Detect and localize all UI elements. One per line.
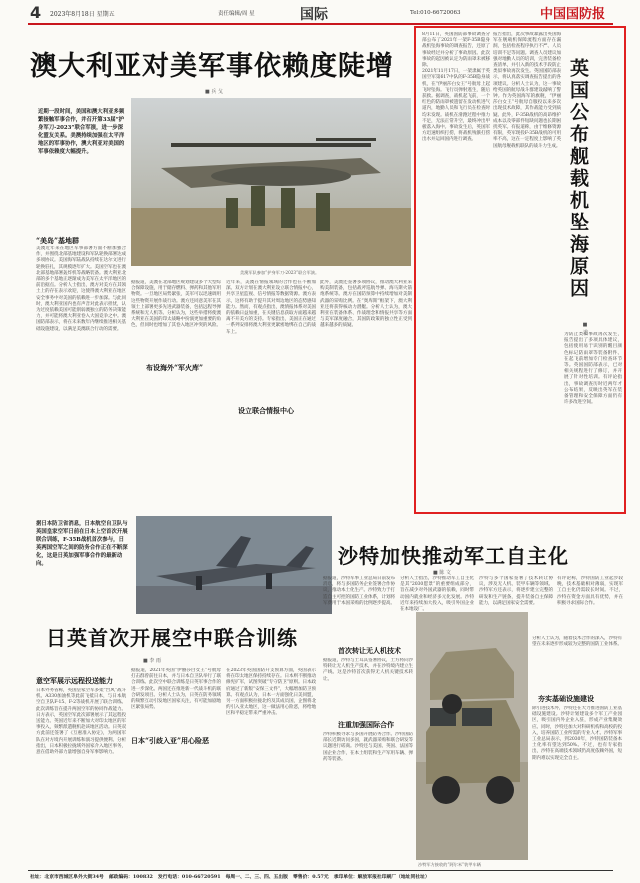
saudi-body-col1: 据报道，沙特军事工业总局日前发布消息，将与多国防务企业签署合作协议，推动本土化生产。沙特致力于打造自主可控的国防工业体系，计划将军费用于本国采购的比例逐步提高。 bbox=[323, 576, 395, 606]
australia-body-col3: 近年来，美澳在情报领域的合作也在不断加深。双方计划在澳大利亚设立联合情报中心，共享卫星监视、信号情报等数据资源。澳方表示，这将有助于提升其对周边地区的态势感知能力。然而，有观点指出，澳情报体系对美国的依赖日益加重，在关键信息获取方面越来越离不开美方的支持。专家指出，美国正在通过一系列安排将澳大利亚更紧密地绑在自己的战车上。 bbox=[226, 280, 316, 335]
japan-body-col2: 据报道，2021年英国“伊丽莎白女王”号航母打击群曾前往日本，并与日本自卫队举行了联合训练。此次空中联合训练是日英军事合作的进一步深化。两国还在推进新一代战斗机的联合研发项目。分析人士认为，日英在防务领域的频繁互动引发地区国家关注，有可能加剧地区紧张局势。 bbox=[131, 668, 221, 711]
australia-subhead-3: 设立联合情报中心 bbox=[238, 406, 294, 415]
australia-caption: 美澳军队参加“护身军刀-2023”联合军演。 bbox=[240, 270, 320, 275]
japan-subhead-1: 意空军展示远程投送能力 bbox=[36, 676, 113, 685]
footer-rule bbox=[28, 870, 613, 871]
footer-zip: 邮政编码：100832 bbox=[108, 874, 153, 880]
byline-saudi: ■ 陈 文 bbox=[433, 570, 451, 576]
saudi-subhead-3: 夯实基础设施建设 bbox=[538, 694, 594, 703]
australia-photo bbox=[131, 98, 411, 266]
australia-body-col2: 据报道，美澳在北部地区规划建设多个大型综合保障设施，用于储存燃料、弹药和其他军用物资。一旦地区局势紧张，美军可以迅速调用这些物资开展作战行动。澳方还同意美军在其领土上部署更多先进武器装备，包括远程导弹系统和无人机等。分析认为，这些举措将使澳大利亚在美国的印太战略中扮演更加重要的角色，但同时也增加了其卷入地区冲突的风险。 bbox=[131, 280, 221, 329]
footer-schedule: 每周一、二、三、四、五出版 bbox=[225, 874, 288, 880]
tel: Tel:010-66720063 bbox=[410, 10, 461, 16]
footer-printer: 承印单位：解放军报社印刷厂（地址同社址） bbox=[333, 874, 430, 880]
japan-body-col1: 日本外务省称，英国皇家空军多架“台风”战斗机、A330加油机等此前飞抵日本，与日本航空自卫队F-15、F-2等战机开展了联合训练。此次训练旨在提升两国空军的协同作战能力。日方表示，英国空军此次部署展示了其远程投送能力。英国近年来不断加大对印太地区的军事投入，频繁派遣舰机赴该地区活动。日英双方此前还签署了《互惠准入协定》，为两国军队在对方境内开展训练和演习提供便利。分析指出，日本积极拉拢域外国家介入地区事务，意在借助外部力量增强自身军事影响力。 bbox=[36, 688, 126, 756]
footer-price: 零售价：0.57元 bbox=[293, 874, 329, 880]
saudi-body-col7: 分析人士认为，随着技术合作的深入，沙特有望在未来逐步形成较为完整的国防工业体系。 bbox=[532, 636, 622, 648]
uk-body-col1: 8月11日，英国国防部事故调查分部公布了2021年一架F-35B隐身战机坠海事故的调查报告，还原了事故经过并分析了事故原因。此次事故的起因被认定为防雨罩未被移除。 2021年11月17日，一架隶属于英国空军第617中队的F-35B隐身战机，在“伊丽莎白女王”号航母上起飞时坠海。飞行员弹射逃生，随后获救。据调查，战机起飞前，一个红色的防雨罩被遗留在发动机进气道内，地勤人员和飞行员在检查时均未发现。战机在滑跑过程中推力不足，无法正常升空，最终冲出甲板落入海中。事故发生后，英国军方迅速组织打捞，将战机残骸打捞出水并运回国内进行调查。 bbox=[422, 32, 490, 143]
australia-subhead-2: 布设海外“军火库” bbox=[146, 363, 204, 372]
saudi-caption: 沙特军方接收的“阿尔米”装甲车辆 bbox=[418, 862, 481, 867]
footer-address: 社址：北京市西城区阜外大街34号 bbox=[30, 874, 104, 880]
headline-uk: 英国公布舰载机坠海原因 bbox=[567, 58, 589, 300]
issue-date: 2023年8月18日 星期五 bbox=[50, 11, 115, 18]
saudi-body-col4: 有评论称，沙特国防工业起步较晚，技术基础相对薄弱，实现军工自主化仍需较长时间。不过，沙特在资金方面具有优势，并在积极寻求国际合作。 bbox=[557, 576, 623, 606]
byline-uk: ■ 道 bbox=[582, 322, 588, 335]
japan-lead: 据日本防卫省消息，日本航空自卫队与英国皇家空军日前在日本上空首次开展联合训练，F-35B战机首次参与，日英两国空军之间的防务合作正在不断深化，这是日英加强军事合作的最新动向。 bbox=[36, 521, 128, 567]
australia-subhead-1: “美岛”基地群 bbox=[36, 236, 80, 245]
byline-japan-uk: ■ 李 雨 bbox=[143, 658, 161, 664]
saudi-body-col6: 沙特积极寻求与多国开展防务合作。沙特国防部长近期访问多国，就武器采购和联合研发等议题进行磋商。沙特还与美国、英国、法国等国企业合作，在本土组装和生产军用车辆、弹药等装备。 bbox=[323, 732, 413, 762]
australia-body-col1: 美澳近年来在地区军事部署方面不断加强合作，并围绕北部基地建设和军队轮换部署达成多项协议。美国海军陆战队持续在达尔文进行轮换驻扎，其规模逐年扩大。美国空军也在澳北部基地部署轰炸机等战略装备。澳大利亚北部的多个基地正逐渐成为美军在太平洋地区的前沿据点。分析人士指出，澳方对美方在其领土上的存在表示欢迎，这使得澳大利亚在地区安全事务中对美国的依赖进一步加深。与此同时，澳大利亚国内也有声音对此表示担忧，认为过度依赖美国可能削弱澳独立的防务决策能力，并可能将澳大利亚卷入大国竞争之中。澳国防部表示，将在未来数年内继续推进相关基础设施建设，以满足美澳联合行动的需要。 bbox=[36, 246, 126, 332]
saudi-body-col2: 分析人士指出，沙特推动军工自主化是其“2030愿景”的重要组成部分，旨在减少对外国武器的依赖，同时带动国内就业和经济多元化发展。沙特近年来持续加大投入，吸引外国企业在本地设厂。 bbox=[400, 576, 474, 613]
header-rule bbox=[28, 23, 613, 25]
japan-body-col3: 在2023年英国国防开支预算方面，英国表示将在印太地区保持持续存在。日本则不断推动修宪扩军，试图突破“专守防卫”原则。日本政府通过了新版“安保三文件”，大幅增加防卫预算。有观点认为，日本一方面强化日美同盟，另一方面积极拉拢北约及其成员国，企图将北约引入亚太地区，这一做法用心险恶，将给地区和平稳定带来严重冲击。 bbox=[226, 668, 316, 717]
page-number: 4 bbox=[30, 3, 42, 22]
headline-australia: 澳大利亚对美军事依赖度陡增 bbox=[30, 51, 394, 82]
headline-saudi: 沙特加快推动军工自主化 bbox=[338, 544, 569, 568]
armored-vehicle-photo bbox=[416, 612, 528, 860]
jet-photo bbox=[136, 516, 332, 614]
newspaper-logo: 中国国防报 bbox=[540, 7, 606, 22]
footer-phone: 发行电话：010-66720591 bbox=[157, 874, 221, 880]
saudi-body-col8: 除引进技术外，沙特还在大力推进国防工业基础设施建设。沙特计划建设多个军工产业园区，吸引国内外企业入驻，形成产业集聚效应。同时，沙特还加大对科研机构和高校的投入，培养国防工业所需的专业人才。沙特军事工业总局表示，到2030年，沙特国防装备本土化率有望达到50%。不过，也有专家指出，沙特在高端技术领域仍高度依赖外国，短期内难以实现完全自主。 bbox=[532, 706, 622, 761]
japan-subhead-2: 日本“引歧入亚”用心险恶 bbox=[131, 736, 210, 745]
uk-date-1: 8月11日 bbox=[422, 32, 440, 37]
australia-lead: 近期一段时间，美国和澳大利亚多频繁接触军事合作，并召开第33届“护身军刀-2023”联合军演，进一步深化盟友关系。美澳持续加强在太平洋地区的军事协作，澳大利亚对美国的军事依赖度大幅提升。 bbox=[38, 109, 125, 155]
uk-date-2: 2021年11月17日 bbox=[422, 69, 459, 75]
byline-australia: ■ 兵 戈 bbox=[205, 89, 223, 95]
uk-body-col2: 报告指出，此次事故暴露出英国海军在舰载机保障流程方面存在漏洞，包括检查程序执行不严、人员培训不足等问题。调查人员建议加强对地勤人员的培训，完善装备检查清单，并引入新的技术手段防止类似事故再次发生。英国国防部表示，将认真落实调查报告提出的各项建议。分析人士认为，这一事故给英国的航母战斗群建设敲响了警钟。作为英国海军的旗舰，“伊丽莎白女王”号航母自服役以来多次出现技术故障，其作战能力受到质疑。此外，F-35B战机的高昂维护成本以及零部件短缺问题也长期困扰英军。有报道称，由于维修资源有限，英军现役F-35B战机的可用率不高，这在一定程度上影响了英国航母舰载机联队的战斗力生成。 bbox=[493, 32, 561, 149]
saudi-subhead-2: 注重加强国际合作 bbox=[338, 720, 394, 729]
uk-body-col3: 为防止类似事故再次发生，报告提出了多项具体建议，包括使用易于识别的醒目颜色标记防雨罩等装备附件、在起飞前增加专门检查环节等。英国国防部表示，已对相关规程进行了修订，并开展了针对性培训。有评论指出，事故调查历时近两年才公布结果，反映出英军在装备管理和安全保障方面仍有许多改进空间。 bbox=[564, 332, 622, 406]
saudi-body-col3: 沙特与多个国家签署了技术转让协议，涉及无人机、装甲车辆等领域。沙特军方还表示，将逐步建立完整的研发和生产链条，提升装备自主保障能力，以满足国家安全需要。 bbox=[479, 576, 553, 606]
footer bbox=[30, 873, 630, 883]
headline-japan-uk: 日英首次开展空中联合训练 bbox=[46, 626, 298, 650]
saudi-subhead-1: 首次转让无人机技术 bbox=[338, 646, 401, 655]
australia-body-col4: 此外，美澳还签署多项协议，推动澳大利亚采购美制装备，包括战斧巡航导弹、海马斯火箭炮系统等。澳方在国防预算中持续增加对美制武器的采购比例。在“奥库斯”框架下，澳大利亚还将获得核动力潜艇。分析人士认为，澳大利亚在装备体系、作战理念和情报共享等方面与美军深度融合，其国防政策的独立性正受到越来越多的质疑。 bbox=[320, 280, 412, 329]
editor: 责任编辑/周 星 bbox=[218, 11, 255, 17]
section-title: 国际 bbox=[300, 7, 328, 23]
saudi-body-col5: 据报道，沙特与土耳其签署协议，土方将向沙特转让无人机生产技术，并在沙特境内建立生产线。这是沙特首次获得无人机关键技术转让。 bbox=[323, 658, 413, 682]
